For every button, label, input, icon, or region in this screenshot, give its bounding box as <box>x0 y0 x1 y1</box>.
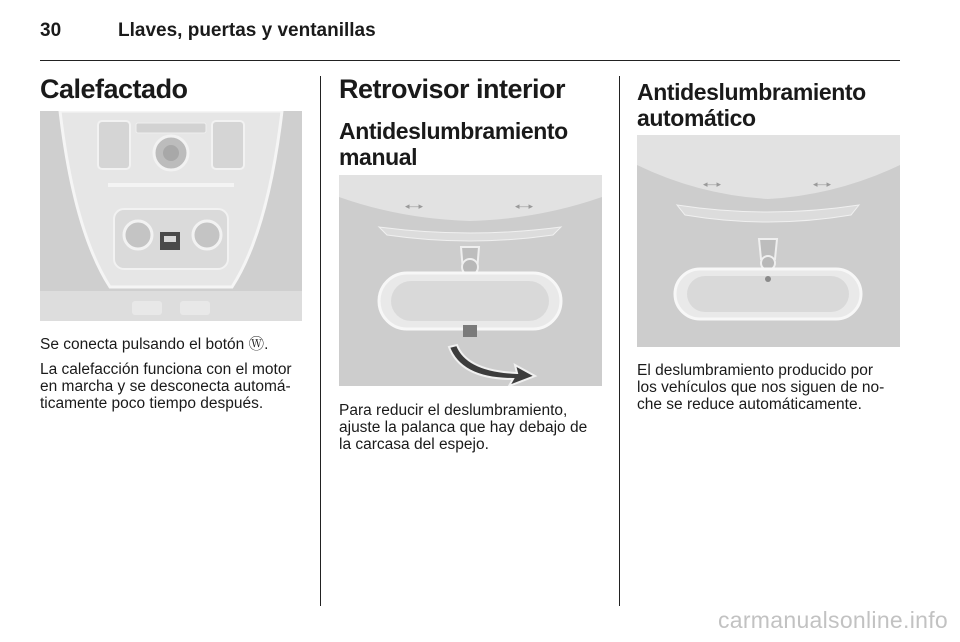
figure-heated-mirror-console <box>40 111 302 321</box>
paragraph-automatic-description <box>637 362 907 413</box>
svg-text:◂—▸: ◂—▸ <box>703 179 722 189</box>
paragraph-heating-duration <box>40 361 312 412</box>
heading-antideslumbramiento-automatico <box>637 79 866 131</box>
subheading-line: manual <box>339 144 418 170</box>
heading-line: Antideslumbramiento <box>637 79 866 105</box>
text-line: en marcha y se desconecta automá- <box>40 378 291 395</box>
svg-text:◂—▸: ◂—▸ <box>813 179 832 189</box>
watermark: carmanualsonline.info <box>717 607 948 633</box>
text-line: che se reduce automáticamente. <box>637 396 862 413</box>
heading-calefactado: Calefactado <box>40 74 188 104</box>
chapter-title: Llaves, puertas y ventanillas <box>118 20 376 41</box>
text-line: los vehículos que nos siguen de no- <box>637 379 885 396</box>
paragraph-manual-instructions <box>339 402 609 453</box>
page-number: 30 <box>40 20 62 41</box>
figure-automatic-mirror <box>637 135 900 347</box>
text-line: Para reducir el deslumbramiento, <box>339 402 568 419</box>
text-line: ajuste la palanca que hay debajo de <box>339 419 588 436</box>
subheading-line: Antideslumbramiento <box>339 118 568 144</box>
paragraph-button-activation <box>40 336 310 353</box>
rear-window-heater-icon: Ⓦ <box>248 336 265 353</box>
column-divider-2 <box>619 76 620 606</box>
text-line: El deslumbramiento producido por <box>637 362 874 379</box>
subheading-antideslumbramiento-manual <box>339 118 568 170</box>
heading-retrovisor-interior: Retrovisor interior <box>339 74 566 104</box>
text-line: la carcasa del espejo. <box>339 436 489 453</box>
column-divider-1 <box>320 76 321 606</box>
heading-line: automático <box>637 105 756 131</box>
text-period: . <box>264 336 269 353</box>
svg-text:◂—▸: ◂—▸ <box>405 201 424 211</box>
svg-text:◂—▸: ◂—▸ <box>515 201 534 211</box>
text-line: La calefacción funciona con el motor <box>40 361 292 378</box>
figure-manual-mirror-lever <box>339 175 602 386</box>
text-line: ticamente poco tiempo después. <box>40 395 264 412</box>
text-activation: Se conecta pulsando el botón <box>40 336 245 353</box>
header-divider <box>40 60 900 61</box>
